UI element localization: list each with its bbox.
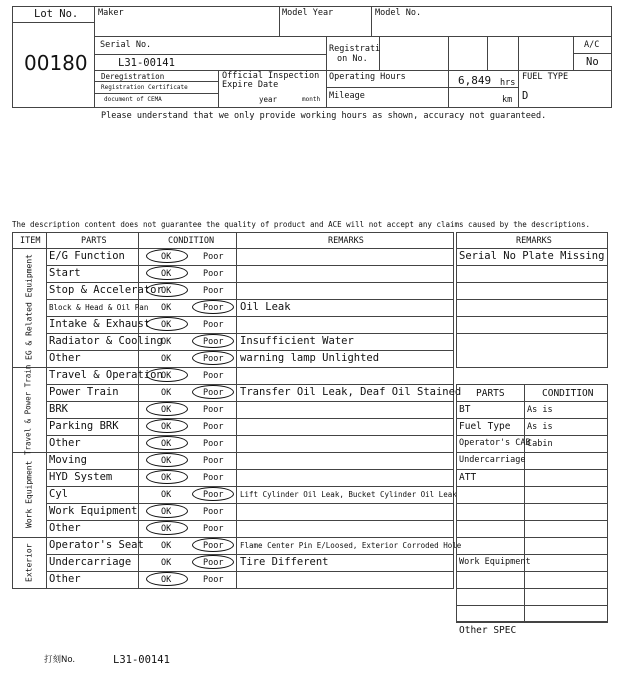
table-row	[46, 384, 462, 401]
poor-option: Poor	[203, 371, 224, 381]
operating-hours-label: Operating Hours	[329, 72, 406, 82]
model-year-label: Model Year	[282, 8, 334, 18]
poor-option: Poor	[203, 388, 224, 398]
ac-label: A/C	[584, 40, 600, 50]
item-header: ITEM	[20, 236, 41, 246]
part-name: E/G Function	[49, 250, 125, 262]
condition-circle	[146, 419, 188, 433]
remark-text: Insufficient Water	[240, 335, 354, 347]
table-row	[46, 571, 454, 588]
table-row	[46, 350, 454, 367]
ok-option: OK	[161, 575, 172, 585]
condition-circle	[192, 385, 234, 399]
condition-circle	[146, 283, 188, 297]
poor-option: Poor	[203, 558, 224, 568]
condition-circle	[146, 470, 188, 484]
table-row	[46, 299, 454, 316]
table-row	[46, 316, 454, 333]
lot-no-label: Lot No.	[34, 8, 79, 20]
table-row	[46, 282, 454, 299]
ok-option: OK	[161, 456, 172, 466]
accuracy-notice: Please understand that we only provide working hours as shown, accuracy not guaranteed.	[101, 111, 547, 121]
official-inspection-label-1: Official Inspection	[222, 71, 320, 81]
serial-no-label: Serial No.	[100, 40, 152, 50]
right-part-condition: Cabin	[527, 439, 553, 449]
table-row	[46, 401, 454, 418]
right-part-name: Operator's CAB	[459, 438, 531, 448]
ok-option: OK	[161, 541, 172, 551]
parts-header: PARTS	[81, 236, 107, 246]
document-cema-label: document of CEMA	[104, 96, 162, 103]
poor-option: Poor	[203, 286, 224, 296]
group-label: EG & Related Equipment	[24, 254, 34, 361]
fuel-type-label: FUEL TYPE	[522, 72, 569, 82]
registration-certificate-label: Registration Certificate	[101, 84, 188, 91]
table-row	[46, 367, 454, 384]
part-name: BRK	[49, 403, 68, 415]
disclaimer: The description content does not guarantee the quality of product and ACE will not accept any claims caused by the descriptions.	[12, 220, 590, 229]
right-part-name: Other SPEC	[459, 625, 517, 636]
stamp-label: 打刻No.	[44, 655, 76, 665]
condition-circle	[192, 351, 234, 365]
table-row	[46, 503, 454, 520]
right-remark-text: Serial No Plate Missing	[459, 250, 605, 262]
serial-no-value: L31-00141	[118, 57, 175, 69]
poor-option: Poor	[203, 303, 224, 313]
condition-circle	[192, 538, 234, 552]
remark-text: Tire Different	[240, 556, 329, 568]
ok-option: OK	[161, 303, 172, 313]
poor-option: Poor	[203, 507, 224, 517]
ok-option: OK	[161, 558, 172, 568]
condition-circle	[146, 504, 188, 518]
poor-option: Poor	[203, 354, 224, 364]
poor-option: Poor	[203, 575, 224, 585]
poor-option: Poor	[203, 439, 224, 449]
table-row	[46, 554, 454, 571]
right-part-name: BT	[459, 404, 471, 415]
remark-text: Transfer Oil Leak, Deaf Oil Stained	[240, 386, 462, 398]
maker-label: Maker	[98, 8, 124, 18]
condition-circle	[192, 555, 234, 569]
condition-circle	[192, 300, 234, 314]
right-remarks-header: REMARKS	[516, 236, 552, 246]
year-label: year	[259, 95, 278, 104]
ok-option: OK	[161, 507, 172, 517]
part-name: Other	[49, 573, 81, 585]
part-name: HYD System	[49, 471, 113, 483]
condition-circle	[146, 436, 188, 450]
hrs-unit: hrs	[500, 78, 516, 88]
condition-header: CONDITION	[168, 236, 215, 246]
part-name: Undercarriage	[49, 556, 132, 568]
condition-circle	[146, 368, 188, 382]
right-condition-header: CONDITION	[542, 388, 594, 399]
ok-option: OK	[161, 371, 172, 381]
right-part-condition: As is	[527, 422, 553, 432]
poor-option: Poor	[203, 524, 224, 534]
condition-circle	[146, 521, 188, 535]
condition-circle	[146, 317, 188, 331]
condition-circle	[146, 266, 188, 280]
fuel-type-value: D	[522, 90, 529, 102]
remark-text: Oil Leak	[240, 301, 291, 313]
table-row	[46, 469, 454, 486]
right-part-name: Work Equipment	[459, 557, 531, 567]
part-name: Other	[49, 522, 81, 534]
poor-option: Poor	[203, 269, 224, 279]
right-parts-header: PARTS	[476, 388, 505, 399]
condition-circle	[146, 402, 188, 416]
table-row	[46, 452, 454, 469]
part-name: Travel & Operation	[49, 369, 163, 381]
group-label: Exterior	[24, 543, 34, 582]
poor-option: Poor	[203, 405, 224, 415]
table-row	[46, 486, 457, 503]
part-name: Intake & Exhaust	[49, 318, 151, 330]
poor-option: Poor	[203, 490, 224, 500]
registration-label-2: on No.	[337, 54, 368, 64]
part-name: Cyl	[49, 488, 68, 500]
deregistration-label: Deregistration	[101, 72, 165, 81]
ok-option: OK	[161, 490, 172, 500]
condition-circle	[146, 572, 188, 586]
table-row	[46, 265, 454, 282]
ok-option: OK	[161, 354, 172, 364]
poor-option: Poor	[203, 320, 224, 330]
table-row	[46, 418, 454, 435]
table-row	[46, 248, 454, 265]
ok-option: OK	[161, 286, 172, 296]
poor-option: Poor	[203, 473, 224, 483]
ok-option: OK	[161, 320, 172, 330]
poor-option: Poor	[203, 337, 224, 347]
condition-circle	[146, 453, 188, 467]
remark-text: Flame Center Pin E/Loosed, Exterior Corroded Hole	[240, 541, 462, 550]
ac-value: No	[586, 56, 599, 68]
right-part-name: ATT	[459, 472, 477, 483]
ok-option: OK	[161, 405, 172, 415]
group-label: Work Equipment	[24, 460, 34, 529]
group-label: Travel & Power Train	[23, 364, 33, 455]
table-row	[46, 435, 454, 452]
remark-text: Lift Cylinder Oil Leak, Bucket Cylinder Oil Leak	[240, 490, 457, 499]
month-label: month	[302, 96, 321, 103]
right-part-condition: As is	[527, 405, 553, 415]
part-name: Parking BRK	[49, 420, 119, 432]
ok-option: OK	[161, 422, 172, 432]
part-name: Work Equipment	[49, 505, 138, 517]
part-name: Power Train	[49, 386, 119, 398]
part-name: Stop & Accelerator	[49, 284, 163, 296]
lot-no-value: 00180	[24, 51, 88, 75]
condition-circle	[192, 487, 234, 501]
right-part-name: Undercarriage	[459, 455, 526, 465]
condition-circle	[192, 334, 234, 348]
model-no-label: Model No.	[375, 8, 422, 18]
operating-hours-value: 6,849	[458, 74, 492, 87]
part-name: Start	[49, 267, 81, 279]
table-row	[46, 333, 454, 350]
ok-option: OK	[161, 473, 172, 483]
condition-circle	[146, 249, 188, 263]
part-name: Other	[49, 352, 81, 364]
stamp-value: L31-00141	[113, 654, 170, 666]
ok-option: OK	[161, 337, 172, 347]
ok-option: OK	[161, 252, 172, 262]
ok-option: OK	[161, 439, 172, 449]
table-row	[46, 537, 462, 554]
mileage-label: Mileage	[329, 91, 365, 101]
km-unit: km	[502, 95, 513, 105]
table-row	[46, 520, 454, 537]
part-name: Moving	[49, 454, 87, 466]
registration-label-1: Registrati	[329, 44, 381, 54]
part-name: Operator's Seat	[49, 539, 144, 551]
ok-option: OK	[161, 269, 172, 279]
remark-text: warning lamp Unlighted	[240, 352, 380, 364]
ok-option: OK	[161, 524, 172, 534]
poor-option: Poor	[203, 252, 224, 262]
part-name: Block & Head & Oil Pan	[49, 303, 149, 312]
official-inspection-label-2: Expire Date	[222, 80, 279, 90]
ok-option: OK	[161, 388, 172, 398]
part-name: Radiator & Cooling	[49, 335, 163, 347]
remarks-header: REMARKS	[328, 236, 364, 246]
poor-option: Poor	[203, 541, 224, 551]
right-part-name: Fuel Type	[459, 421, 511, 432]
part-name: Other	[49, 437, 81, 449]
poor-option: Poor	[203, 422, 224, 432]
poor-option: Poor	[203, 456, 224, 466]
